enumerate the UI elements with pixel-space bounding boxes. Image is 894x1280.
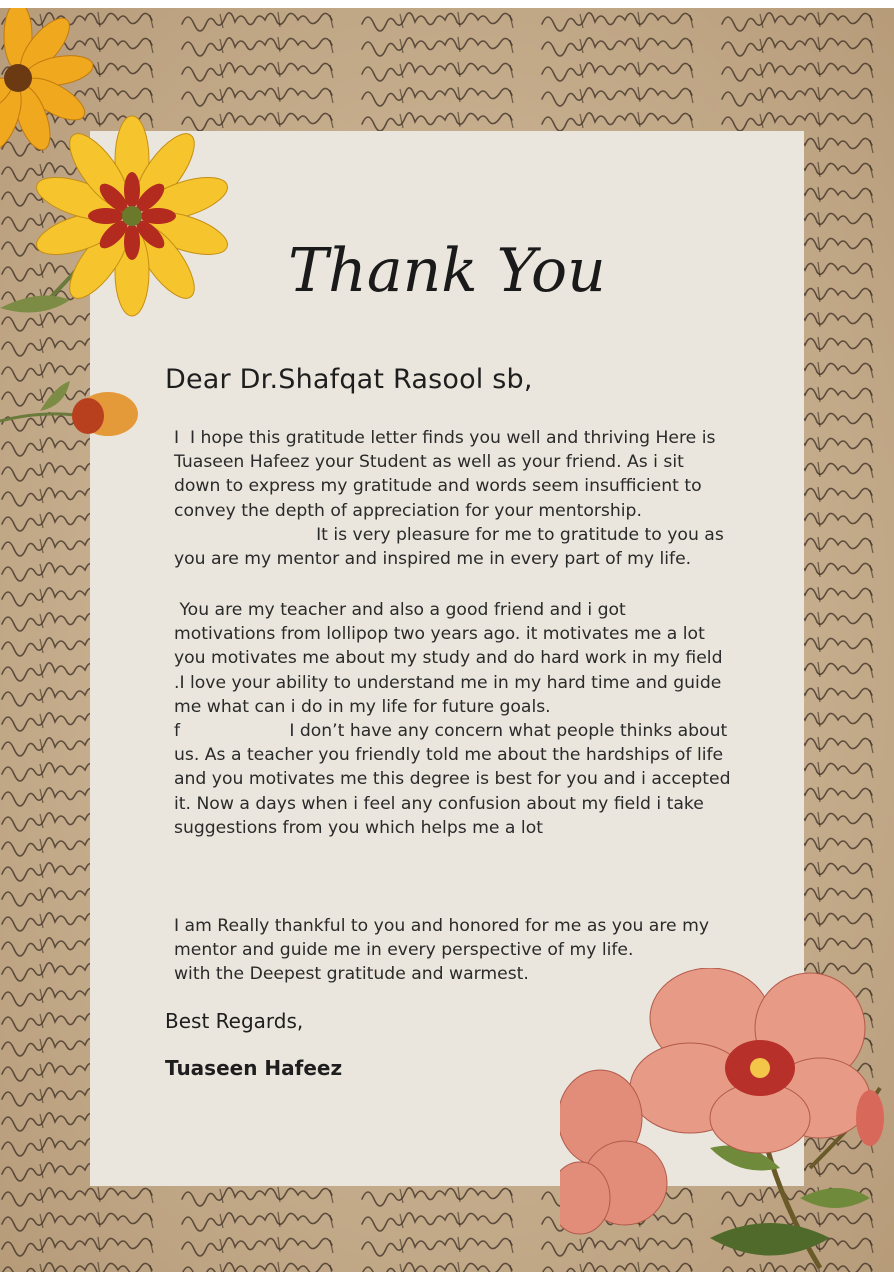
svg-text:Thank You: Thank You bbox=[288, 236, 606, 306]
paragraph-2: You are my teacher and also a good friend and i got motivations from lollipop two years ago. it motivates me a lot you motivates me about my study and do hard work in my field .I love your ability to understand me in my hard time and guide me what can i do in my life for future goals. f I don’t have any concern what people thinks about us. As a teacher you friendly told me about the hardships of life and you motivates me this degree is best for you and i accepted it. Now a days when i feel any confusion about my field i take suggestions from you which helps me a lot bbox=[174, 600, 731, 838]
paragraph-3: I am Really thankful to you and honored for me as you are my mentor and guide me in every perspective of my life. with the Deepest gratitude and warmest. bbox=[174, 916, 709, 985]
closing: Best Regards, bbox=[165, 1009, 304, 1033]
yellow-flower-icon bbox=[0, 8, 250, 328]
orange-bud-icon bbox=[0, 376, 150, 466]
greeting: Dear Dr.Shafqat Rasool sb, bbox=[165, 364, 533, 395]
paragraph-1: I I hope this gratitude letter finds you well and thriving Here is Tuaseen Hafeez your Student as well as your friend. As i sit down to express my gratitude and words seem insufficient to convey the depth of appreciation for your mentorship. It is very pleasure for me to gratitude to you as you are my mentor and inspired me in every part of my life. bbox=[174, 428, 724, 570]
pink-hibiscus-icon bbox=[560, 968, 894, 1272]
signature: Tuaseen Hafeez bbox=[165, 1056, 343, 1080]
letter-page bbox=[0, 8, 894, 1272]
